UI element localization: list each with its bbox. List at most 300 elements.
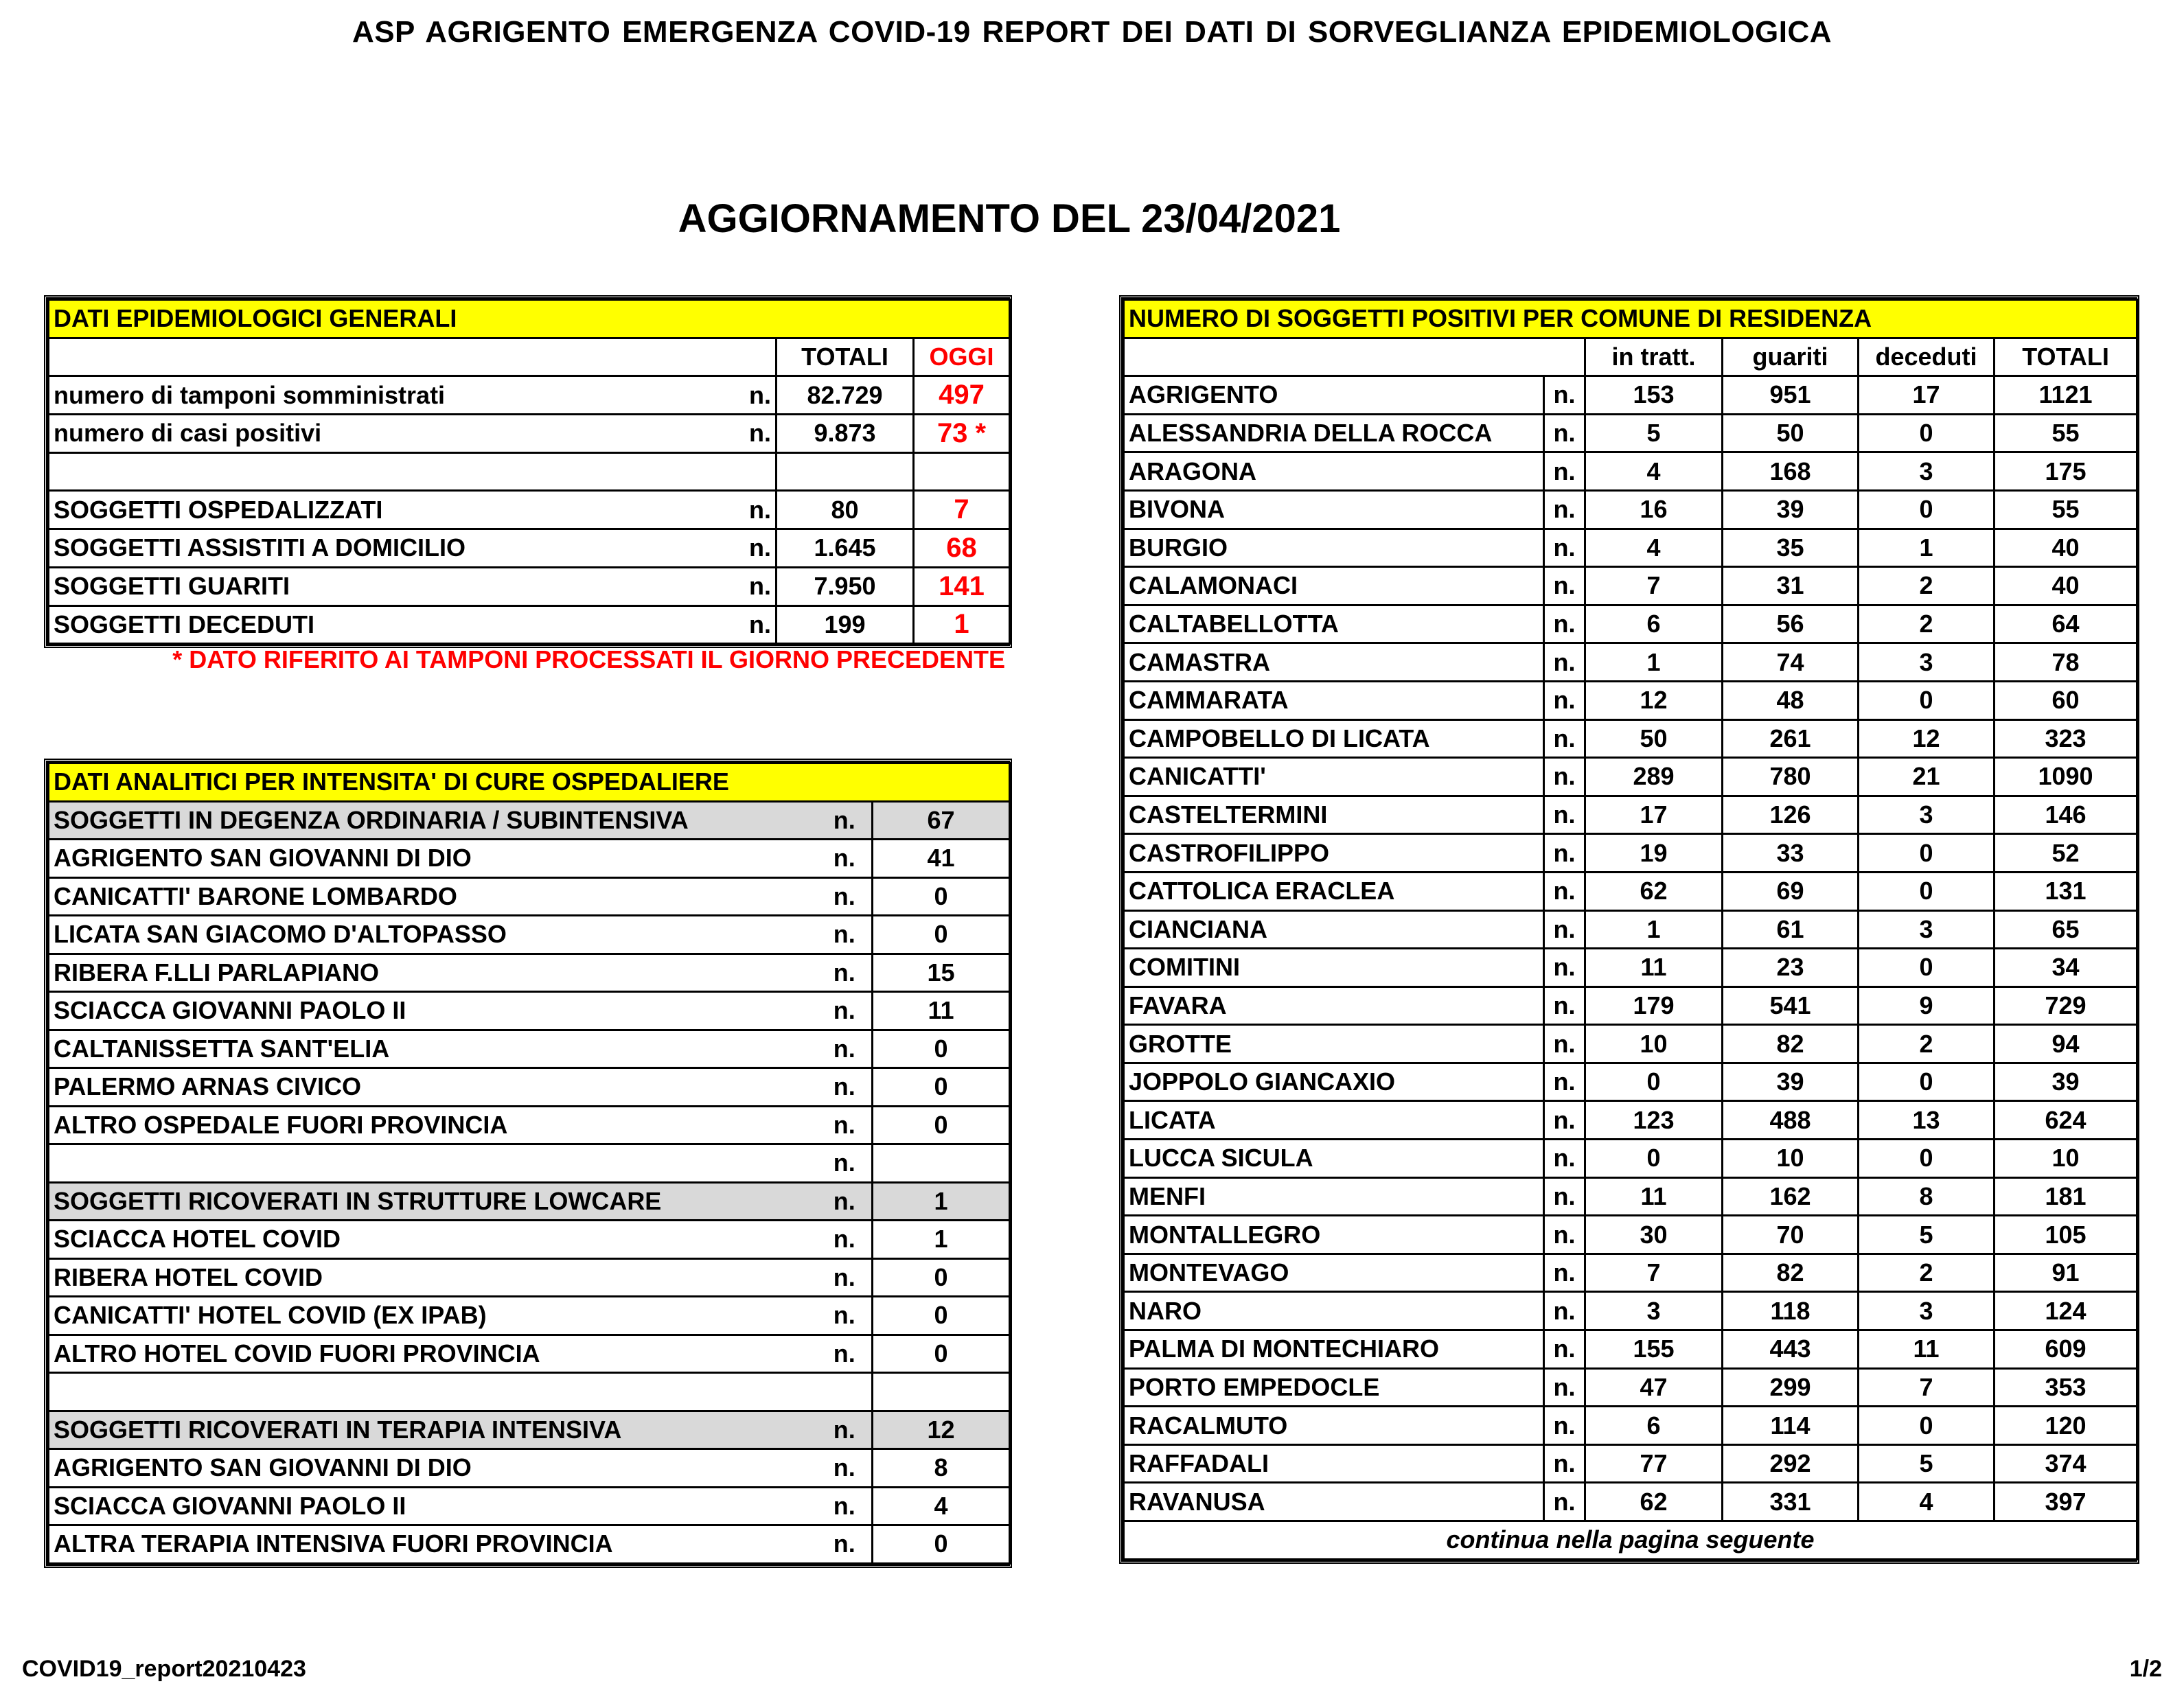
comune-unit: n. bbox=[1544, 643, 1585, 682]
comune-deceduti: 21 bbox=[1859, 758, 1995, 796]
column-totali: TOTALI bbox=[1995, 338, 2137, 376]
comune-in-tratt: 17 bbox=[1585, 796, 1723, 834]
comune-unit: n. bbox=[1544, 414, 1585, 452]
comune-guariti: 56 bbox=[1723, 605, 1859, 643]
comune-name: CALTABELLOTTA bbox=[1124, 605, 1544, 643]
comune-unit: n. bbox=[1544, 605, 1585, 643]
comune-name: MONTALLEGRO bbox=[1124, 1216, 1544, 1254]
row-unit: n. bbox=[818, 992, 873, 1030]
comune-totali: 55 bbox=[1995, 414, 2137, 452]
comune-row bbox=[1124, 834, 2137, 873]
comune-name: LUCCA SICULA bbox=[1124, 1140, 1544, 1178]
continue-row bbox=[1124, 1521, 2137, 1560]
row-label: PALERMO ARNAS CIVICO bbox=[49, 1068, 818, 1107]
comune-in-tratt: 7 bbox=[1585, 567, 1723, 605]
comune-deceduti: 5 bbox=[1859, 1216, 1995, 1254]
comune-unit: n. bbox=[1544, 1101, 1585, 1140]
hospital-subtotal-row bbox=[49, 1411, 1010, 1449]
comune-name: CAMMARATA bbox=[1124, 681, 1544, 719]
row-label: ALTRO HOTEL COVID FUORI PROVINCIA bbox=[49, 1335, 818, 1373]
row-label: ALTRA TERAPIA INTENSIVA FUORI PROVINCIA bbox=[49, 1525, 818, 1564]
hospital-row bbox=[49, 992, 1010, 1030]
row-unit bbox=[818, 1373, 873, 1411]
comune-totali: 91 bbox=[1995, 1254, 2137, 1292]
comune-row bbox=[1124, 1407, 2137, 1445]
row-totali: 82.729 bbox=[777, 376, 914, 415]
row-label: LICATA SAN GIACOMO D'ALTOPASSO bbox=[49, 916, 818, 954]
comune-unit: n. bbox=[1544, 1254, 1585, 1292]
hospital-row bbox=[49, 1373, 1010, 1411]
comune-name: ARAGONA bbox=[1124, 452, 1544, 491]
comune-name: GROTTE bbox=[1124, 1025, 1544, 1063]
comuni-table bbox=[1123, 299, 2138, 1560]
row-oggi: 7 bbox=[914, 491, 1010, 529]
comune-name: FAVARA bbox=[1124, 986, 1544, 1025]
comune-unit: n. bbox=[1544, 490, 1585, 529]
row-label: SOGGETTI ASSISTITI A DOMICILIO bbox=[49, 529, 732, 568]
comune-guariti: 69 bbox=[1723, 872, 1859, 910]
row-unit bbox=[732, 452, 777, 491]
hospital-row bbox=[49, 1449, 1010, 1488]
comuni-panel bbox=[1119, 295, 2139, 1564]
row-value bbox=[873, 1144, 1010, 1183]
header-blank bbox=[49, 338, 732, 376]
row-totali: 9.873 bbox=[777, 415, 914, 453]
comune-deceduti: 0 bbox=[1859, 834, 1995, 873]
comune-unit: n. bbox=[1544, 758, 1585, 796]
comune-in-tratt: 3 bbox=[1585, 1292, 1723, 1330]
row-label: CALTANISSETTA SANT'ELIA bbox=[49, 1030, 818, 1068]
comune-totali: 353 bbox=[1995, 1368, 2137, 1407]
general-row bbox=[49, 376, 1010, 415]
comune-guariti: 951 bbox=[1723, 376, 1859, 415]
comune-deceduti: 0 bbox=[1859, 949, 1995, 987]
row-unit: n. bbox=[818, 1297, 873, 1335]
comune-name: CAMPOBELLO DI LICATA bbox=[1124, 719, 1544, 758]
comune-totali: 39 bbox=[1995, 1063, 2137, 1101]
comune-unit: n. bbox=[1544, 1407, 1585, 1445]
row-unit: n. bbox=[818, 1030, 873, 1068]
hospital-row bbox=[49, 1068, 1010, 1107]
comune-deceduti: 5 bbox=[1859, 1444, 1995, 1483]
comune-unit: n. bbox=[1544, 910, 1585, 949]
comune-guariti: 331 bbox=[1723, 1483, 1859, 1521]
comune-guariti: 35 bbox=[1723, 529, 1859, 567]
comune-totali: 1121 bbox=[1995, 376, 2137, 415]
row-label: ALTRO OSPEDALE FUORI PROVINCIA bbox=[49, 1106, 818, 1144]
comune-name: CATTOLICA ERACLEA bbox=[1124, 872, 1544, 910]
general-footnote: * DATO RIFERITO AI TAMPONI PROCESSATI IL GIORNO PRECEDENTE bbox=[172, 645, 1005, 673]
row-unit: n. bbox=[818, 1449, 873, 1488]
row-totali: 199 bbox=[777, 605, 914, 644]
general-data-panel bbox=[44, 295, 1012, 648]
comune-totali: 323 bbox=[1995, 719, 2137, 758]
comune-guariti: 50 bbox=[1723, 414, 1859, 452]
comune-row bbox=[1124, 1177, 2137, 1216]
comune-guariti: 70 bbox=[1723, 1216, 1859, 1254]
row-value: 0 bbox=[873, 877, 1010, 916]
comune-totali: 94 bbox=[1995, 1025, 2137, 1063]
row-unit: n. bbox=[818, 916, 873, 954]
comune-row bbox=[1124, 1330, 2137, 1369]
comune-in-tratt: 62 bbox=[1585, 1483, 1723, 1521]
row-label: CANICATTI' BARONE LOMBARDO bbox=[49, 877, 818, 916]
row-unit: n. bbox=[818, 1068, 873, 1107]
row-value: 67 bbox=[873, 801, 1010, 840]
report-title: ASP AGRIGENTO EMERGENZA COVID-19 REPORT DEI DATI DI SORVEGLIANZA EPIDEMIOLOGICA bbox=[352, 15, 1832, 49]
comune-row bbox=[1124, 1063, 2137, 1101]
comune-guariti: 118 bbox=[1723, 1292, 1859, 1330]
header-blank bbox=[732, 338, 777, 376]
comune-in-tratt: 12 bbox=[1585, 681, 1723, 719]
comune-row bbox=[1124, 1101, 2137, 1140]
comune-totali: 124 bbox=[1995, 1292, 2137, 1330]
comune-guariti: 31 bbox=[1723, 567, 1859, 605]
comune-guariti: 82 bbox=[1723, 1254, 1859, 1292]
comune-in-tratt: 50 bbox=[1585, 719, 1723, 758]
comune-deceduti: 0 bbox=[1859, 1063, 1995, 1101]
comune-unit: n. bbox=[1544, 796, 1585, 834]
row-unit: n. bbox=[818, 840, 873, 878]
column-guariti: guariti bbox=[1723, 338, 1859, 376]
row-unit: n. bbox=[818, 1335, 873, 1373]
comune-name: RAFFADALI bbox=[1124, 1444, 1544, 1483]
comune-totali: 1090 bbox=[1995, 758, 2137, 796]
comune-row bbox=[1124, 1216, 2137, 1254]
comune-totali: 10 bbox=[1995, 1140, 2137, 1178]
comune-totali: 55 bbox=[1995, 490, 2137, 529]
comune-row bbox=[1124, 1368, 2137, 1407]
row-value: 0 bbox=[873, 1068, 1010, 1107]
comune-totali: 146 bbox=[1995, 796, 2137, 834]
comune-deceduti: 0 bbox=[1859, 1140, 1995, 1178]
comune-in-tratt: 1 bbox=[1585, 643, 1723, 682]
comune-unit: n. bbox=[1544, 1292, 1585, 1330]
comune-guariti: 39 bbox=[1723, 1063, 1859, 1101]
row-oggi: 1 bbox=[914, 605, 1010, 644]
comune-totali: 120 bbox=[1995, 1407, 2137, 1445]
hospital-row bbox=[49, 1297, 1010, 1335]
row-label: SOGGETTI DECEDUTI bbox=[49, 605, 732, 644]
row-value: 41 bbox=[873, 840, 1010, 878]
row-label: SCIACCA GIOVANNI PAOLO II bbox=[49, 992, 818, 1030]
comune-guariti: 162 bbox=[1723, 1177, 1859, 1216]
comune-unit: n. bbox=[1544, 376, 1585, 415]
comune-unit: n. bbox=[1544, 949, 1585, 987]
row-unit: n. bbox=[818, 1106, 873, 1144]
comune-in-tratt: 30 bbox=[1585, 1216, 1723, 1254]
hospital-row bbox=[49, 954, 1010, 992]
comune-unit: n. bbox=[1544, 719, 1585, 758]
row-unit: n. bbox=[818, 1525, 873, 1564]
comune-name: AGRIGENTO bbox=[1124, 376, 1544, 415]
comune-guariti: 82 bbox=[1723, 1025, 1859, 1063]
comune-deceduti: 4 bbox=[1859, 1483, 1995, 1521]
comune-totali: 40 bbox=[1995, 529, 2137, 567]
row-oggi: 68 bbox=[914, 529, 1010, 568]
comune-name: MENFI bbox=[1124, 1177, 1544, 1216]
row-unit: n. bbox=[732, 376, 777, 415]
update-date-title: AGGIORNAMENTO DEL 23/04/2021 bbox=[678, 196, 1341, 241]
hospital-row bbox=[49, 1487, 1010, 1525]
general-row bbox=[49, 415, 1010, 453]
row-label bbox=[49, 1373, 818, 1411]
row-value: 0 bbox=[873, 1030, 1010, 1068]
row-label: CANICATTI' HOTEL COVID (EX IPAB) bbox=[49, 1297, 818, 1335]
comune-in-tratt: 6 bbox=[1585, 605, 1723, 643]
comune-in-tratt: 5 bbox=[1585, 414, 1723, 452]
comune-deceduti: 2 bbox=[1859, 567, 1995, 605]
comune-in-tratt: 4 bbox=[1585, 452, 1723, 491]
comune-deceduti: 1 bbox=[1859, 529, 1995, 567]
row-unit: n. bbox=[732, 491, 777, 529]
row-oggi: 73 * bbox=[914, 415, 1010, 453]
comune-unit: n. bbox=[1544, 1368, 1585, 1407]
comune-in-tratt: 4 bbox=[1585, 529, 1723, 567]
row-label: numero di casi positivi bbox=[49, 415, 732, 453]
comune-totali: 131 bbox=[1995, 872, 2137, 910]
comune-row bbox=[1124, 949, 2137, 987]
comune-guariti: 33 bbox=[1723, 834, 1859, 873]
comune-name: CASTELTERMINI bbox=[1124, 796, 1544, 834]
hospital-row bbox=[49, 1525, 1010, 1564]
comune-unit: n. bbox=[1544, 1216, 1585, 1254]
comune-totali: 52 bbox=[1995, 834, 2137, 873]
row-oggi bbox=[914, 452, 1010, 491]
comune-totali: 65 bbox=[1995, 910, 2137, 949]
comune-guariti: 261 bbox=[1723, 719, 1859, 758]
hospital-row bbox=[49, 916, 1010, 954]
comune-totali: 181 bbox=[1995, 1177, 2137, 1216]
comune-in-tratt: 1 bbox=[1585, 910, 1723, 949]
comune-deceduti: 8 bbox=[1859, 1177, 1995, 1216]
row-unit: n. bbox=[818, 954, 873, 992]
comune-row bbox=[1124, 719, 2137, 758]
general-data-title: DATI EPIDEMIOLOGICI GENERALI bbox=[49, 300, 1010, 338]
header-blank bbox=[1544, 338, 1585, 376]
comune-guariti: 443 bbox=[1723, 1330, 1859, 1369]
comune-unit: n. bbox=[1544, 452, 1585, 491]
comune-deceduti: 3 bbox=[1859, 643, 1995, 682]
comune-unit: n. bbox=[1544, 872, 1585, 910]
hospital-data-panel bbox=[44, 759, 1012, 1568]
row-value: 15 bbox=[873, 954, 1010, 992]
comune-guariti: 114 bbox=[1723, 1407, 1859, 1445]
row-label: SOGGETTI IN DEGENZA ORDINARIA / SUBINTENSIVA bbox=[49, 801, 818, 840]
comune-in-tratt: 0 bbox=[1585, 1063, 1723, 1101]
comune-deceduti: 12 bbox=[1859, 719, 1995, 758]
comune-name: COMITINI bbox=[1124, 949, 1544, 987]
comune-in-tratt: 47 bbox=[1585, 1368, 1723, 1407]
comune-in-tratt: 123 bbox=[1585, 1101, 1723, 1140]
hospital-subtotal-row bbox=[49, 1182, 1010, 1221]
header-blank bbox=[1124, 338, 1544, 376]
row-label bbox=[49, 452, 732, 491]
comune-in-tratt: 179 bbox=[1585, 986, 1723, 1025]
hospital-data-table bbox=[47, 762, 1011, 1565]
row-unit: n. bbox=[818, 1487, 873, 1525]
comune-in-tratt: 7 bbox=[1585, 1254, 1723, 1292]
general-row bbox=[49, 529, 1010, 568]
comune-deceduti: 2 bbox=[1859, 1025, 1995, 1063]
comune-in-tratt: 153 bbox=[1585, 376, 1723, 415]
comune-guariti: 541 bbox=[1723, 986, 1859, 1025]
comune-totali: 374 bbox=[1995, 1444, 2137, 1483]
comune-totali: 78 bbox=[1995, 643, 2137, 682]
comune-deceduti: 3 bbox=[1859, 1292, 1995, 1330]
comune-guariti: 39 bbox=[1723, 490, 1859, 529]
row-value: 0 bbox=[873, 1258, 1010, 1297]
comune-in-tratt: 10 bbox=[1585, 1025, 1723, 1063]
comuni-title: NUMERO DI SOGGETTI POSITIVI PER COMUNE DI RESIDENZA bbox=[1124, 300, 2137, 338]
comune-row bbox=[1124, 796, 2137, 834]
comune-row bbox=[1124, 452, 2137, 491]
column-in-tratt: in tratt. bbox=[1585, 338, 1723, 376]
general-row bbox=[49, 567, 1010, 605]
comune-deceduti: 17 bbox=[1859, 376, 1995, 415]
row-label bbox=[49, 1144, 818, 1183]
hospital-row bbox=[49, 1106, 1010, 1144]
comune-deceduti: 7 bbox=[1859, 1368, 1995, 1407]
comune-name: RACALMUTO bbox=[1124, 1407, 1544, 1445]
comune-totali: 105 bbox=[1995, 1216, 2137, 1254]
hospital-subtotal-row bbox=[49, 801, 1010, 840]
comune-guariti: 23 bbox=[1723, 949, 1859, 987]
row-totali bbox=[777, 452, 914, 491]
row-unit: n. bbox=[732, 567, 777, 605]
comune-in-tratt: 77 bbox=[1585, 1444, 1723, 1483]
row-unit: n. bbox=[732, 605, 777, 644]
comune-row bbox=[1124, 605, 2137, 643]
comune-unit: n. bbox=[1544, 1177, 1585, 1216]
hospital-data-title: DATI ANALITICI PER INTENSITA' DI CURE OSPEDALIERE bbox=[49, 763, 1010, 802]
comune-guariti: 488 bbox=[1723, 1101, 1859, 1140]
comune-in-tratt: 0 bbox=[1585, 1140, 1723, 1178]
comune-row bbox=[1124, 758, 2137, 796]
row-totali: 7.950 bbox=[777, 567, 914, 605]
comune-name: JOPPOLO GIANCAXIO bbox=[1124, 1063, 1544, 1101]
comune-name: CAMASTRA bbox=[1124, 643, 1544, 682]
general-data-table bbox=[47, 299, 1011, 645]
row-label: AGRIGENTO SAN GIOVANNI DI DIO bbox=[49, 840, 818, 878]
row-totali: 1.645 bbox=[777, 529, 914, 568]
comune-name: CALAMONACI bbox=[1124, 567, 1544, 605]
general-row bbox=[49, 605, 1010, 644]
comune-deceduti: 0 bbox=[1859, 490, 1995, 529]
comune-totali: 175 bbox=[1995, 452, 2137, 491]
comune-name: RAVANUSA bbox=[1124, 1483, 1544, 1521]
row-value: 0 bbox=[873, 1106, 1010, 1144]
hospital-row bbox=[49, 1144, 1010, 1183]
row-unit: n. bbox=[818, 801, 873, 840]
comune-totali: 64 bbox=[1995, 605, 2137, 643]
comune-deceduti: 0 bbox=[1859, 681, 1995, 719]
row-totali: 80 bbox=[777, 491, 914, 529]
comune-totali: 729 bbox=[1995, 986, 2137, 1025]
comune-deceduti: 13 bbox=[1859, 1101, 1995, 1140]
comune-deceduti: 3 bbox=[1859, 910, 1995, 949]
comune-unit: n. bbox=[1544, 834, 1585, 873]
row-unit: n. bbox=[732, 415, 777, 453]
comune-totali: 40 bbox=[1995, 567, 2137, 605]
comune-row bbox=[1124, 986, 2137, 1025]
comune-guariti: 299 bbox=[1723, 1368, 1859, 1407]
comune-name: LICATA bbox=[1124, 1101, 1544, 1140]
comune-totali: 34 bbox=[1995, 949, 2137, 987]
row-unit: n. bbox=[818, 1144, 873, 1183]
comune-row bbox=[1124, 1483, 2137, 1521]
comune-row bbox=[1124, 376, 2137, 415]
row-value: 4 bbox=[873, 1487, 1010, 1525]
row-unit: n. bbox=[732, 529, 777, 568]
comune-guariti: 61 bbox=[1723, 910, 1859, 949]
row-label: AGRIGENTO SAN GIOVANNI DI DIO bbox=[49, 1449, 818, 1488]
comune-row bbox=[1124, 1254, 2137, 1292]
comune-row bbox=[1124, 910, 2137, 949]
hospital-row bbox=[49, 840, 1010, 878]
comune-row bbox=[1124, 1444, 2137, 1483]
comune-name: CIANCIANA bbox=[1124, 910, 1544, 949]
row-label: SOGGETTI RICOVERATI IN TERAPIA INTENSIVA bbox=[49, 1411, 818, 1449]
comune-row bbox=[1124, 1140, 2137, 1178]
comune-deceduti: 3 bbox=[1859, 796, 1995, 834]
row-label: RIBERA F.LLI PARLAPIANO bbox=[49, 954, 818, 992]
comune-guariti: 74 bbox=[1723, 643, 1859, 682]
comune-deceduti: 2 bbox=[1859, 605, 1995, 643]
comune-unit: n. bbox=[1544, 1063, 1585, 1101]
comune-name: PORTO EMPEDOCLE bbox=[1124, 1368, 1544, 1407]
comune-deceduti: 11 bbox=[1859, 1330, 1995, 1369]
comune-deceduti: 0 bbox=[1859, 414, 1995, 452]
row-label: numero di tamponi somministrati bbox=[49, 376, 732, 415]
hospital-row bbox=[49, 877, 1010, 916]
comune-deceduti: 9 bbox=[1859, 986, 1995, 1025]
comune-unit: n. bbox=[1544, 529, 1585, 567]
column-totali: TOTALI bbox=[777, 338, 914, 376]
row-unit: n. bbox=[818, 1258, 873, 1297]
comune-name: BURGIO bbox=[1124, 529, 1544, 567]
hospital-row bbox=[49, 1335, 1010, 1373]
comune-name: MONTEVAGO bbox=[1124, 1254, 1544, 1292]
comune-row bbox=[1124, 567, 2137, 605]
row-oggi: 141 bbox=[914, 567, 1010, 605]
row-value bbox=[873, 1373, 1010, 1411]
comune-unit: n. bbox=[1544, 1140, 1585, 1178]
comune-totali: 624 bbox=[1995, 1101, 2137, 1140]
footer-filename: COVID19_report20210423 bbox=[22, 1656, 306, 1682]
comune-totali: 60 bbox=[1995, 681, 2137, 719]
row-value: 12 bbox=[873, 1411, 1010, 1449]
row-value: 1 bbox=[873, 1221, 1010, 1259]
comune-in-tratt: 6 bbox=[1585, 1407, 1723, 1445]
row-value: 0 bbox=[873, 916, 1010, 954]
comune-unit: n. bbox=[1544, 1483, 1585, 1521]
general-row bbox=[49, 491, 1010, 529]
hospital-row bbox=[49, 1030, 1010, 1068]
row-unit: n. bbox=[818, 1411, 873, 1449]
comune-name: CANICATTI' bbox=[1124, 758, 1544, 796]
footer-page-number: 1/2 bbox=[2129, 1656, 2162, 1682]
comune-in-tratt: 11 bbox=[1585, 949, 1723, 987]
comune-in-tratt: 19 bbox=[1585, 834, 1723, 873]
comune-row bbox=[1124, 529, 2137, 567]
comune-row bbox=[1124, 872, 2137, 910]
row-label: RIBERA HOTEL COVID bbox=[49, 1258, 818, 1297]
row-label: SCIACCA HOTEL COVID bbox=[49, 1221, 818, 1259]
comune-totali: 397 bbox=[1995, 1483, 2137, 1521]
comune-totali: 609 bbox=[1995, 1330, 2137, 1369]
comune-deceduti: 0 bbox=[1859, 1407, 1995, 1445]
